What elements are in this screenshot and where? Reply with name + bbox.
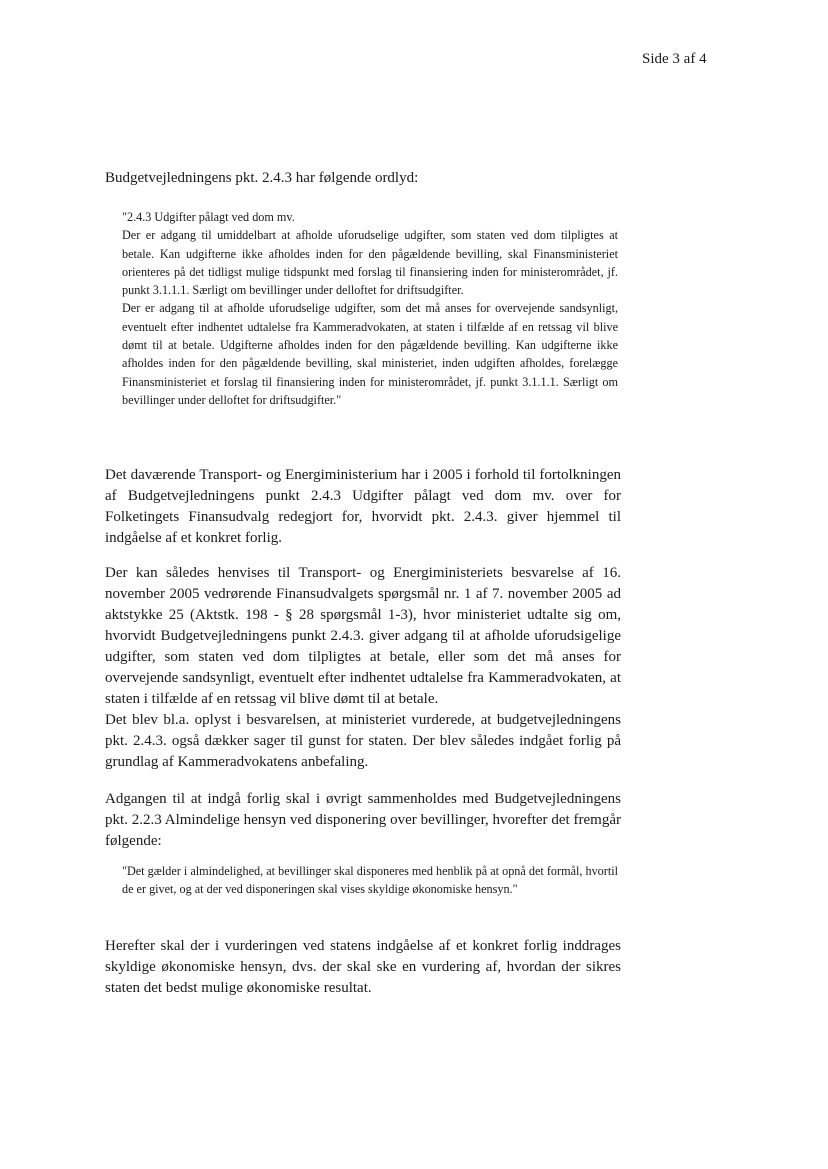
quote-heading: "2.4.3 Udgifter pålagt ved dom mv. (122, 210, 295, 224)
conclusion-paragraph: Herefter skal der i vurderingen ved statens indgåelse af et konkret forlig inddrages skyldige økonomiske hensyn, dvs. der skal ske en vurdering af, hvordan der sikres staten det bedst mulige økonomiske resultat. (105, 938, 621, 996)
access-paragraph: Adgangen til at indgå forlig skal i øvrigt sammenholdes med Budgetvejledningens pkt. 2.2.3 Almindelige hensyn ved disponering over bevillinger, hvorefter det fremgår følgende: (105, 791, 621, 849)
quote-paragraph-1: Der er adgang til umiddelbart at afholde uforudselige udgifter, som staten ved dom tilpligtes at betale. Kan udgifterne ikke afholdes inden for den pågældende bevilling, skal Finansministeriet orienteres på det tidligst mulige tidspunkt med forslag til finansiering inden for ministerområdet, jf. punkt 3.1.1.1. Særligt om bevillinger under delloftet for driftsudgifter. (122, 228, 618, 298)
ministry-paragraph: Det daværende Transport- og Energiministerium har i 2005 i forhold til fortolkningen af Budgetvejledningens punkt 2.4.3 Udgifter pålagt ved dom mv. over for Folketingets Finansudvalg redegjort for, hvorvidt pkt. 2.4.3. giver hjemmel til indgåelse af et konkret forlig. (105, 467, 621, 546)
budget-quote-block (122, 208, 618, 409)
reference-paragraph: Der kan således henvises til Transport- og Energiministeriets besvarelse af 16. november 2005 vedrørende Finansudvalgets spørgsmål nr. 1 af 7. november 2005 ad aktstykke 25 (Aktstk. 198 - § 28 spørgsmål 1-3), hvor ministeriet udtalte sig om, hvorvidt Budgetvejledningens punkt 2.4.3. giver adgang til at afholde uforudsigelige udgifter, som staten ved dom tilpligtes at betale, eller som det må anses for overvejende sandsynligt, eventuelt efter indhentet udtalelse fra Kammeradvokaten, at staten i tilfælde af en retssag vil blive dømt til at betale. (105, 565, 621, 707)
hensyn-quote-block (122, 862, 618, 899)
intro-paragraph: Budgetvejledningens pkt. 2.4.3 har følgende ordlyd: (105, 170, 419, 186)
quote-paragraph-2: Der er adgang til at afholde uforudselige udgifter, som det må anses for overvejende sandsynligt, eventuelt efter indhentet udtalelse fra Kammeradvokaten, at staten i tilfælde af en retssag vil blive dømt til at betale. Udgifterne afholdes inden for den pågældende bevilling. Kan udgifterne ikke afholdes inden for den pågældende bevilling, skal ministeriet, inden udgiften afholdes, forelægge Finansministeriet et forslag til finansiering inden for ministerområdet, jf. punkt 3.1.1.1. Særligt om bevillinger under delloftet for driftsudgifter." (122, 301, 618, 407)
assessment-paragraph: Det blev bl.a. oplyst i besvarelsen, at ministeriet vurderede, at budgetvejledningens pkt. 2.4.3. også dækker sager til gunst for staten. Der blev således indgået forlig på grundlag af Kammeradvokatens anbefaling. (105, 712, 621, 770)
quote-hensyn: "Det gælder i almindelighed, at bevillinger skal disponeres med henblik på at opnå det formål, hvortil de er givet, og at der ved disponeringen skal vises skyldige økonomiske hensyn." (122, 864, 618, 897)
page-number: Side 3 af 4 (642, 51, 707, 67)
